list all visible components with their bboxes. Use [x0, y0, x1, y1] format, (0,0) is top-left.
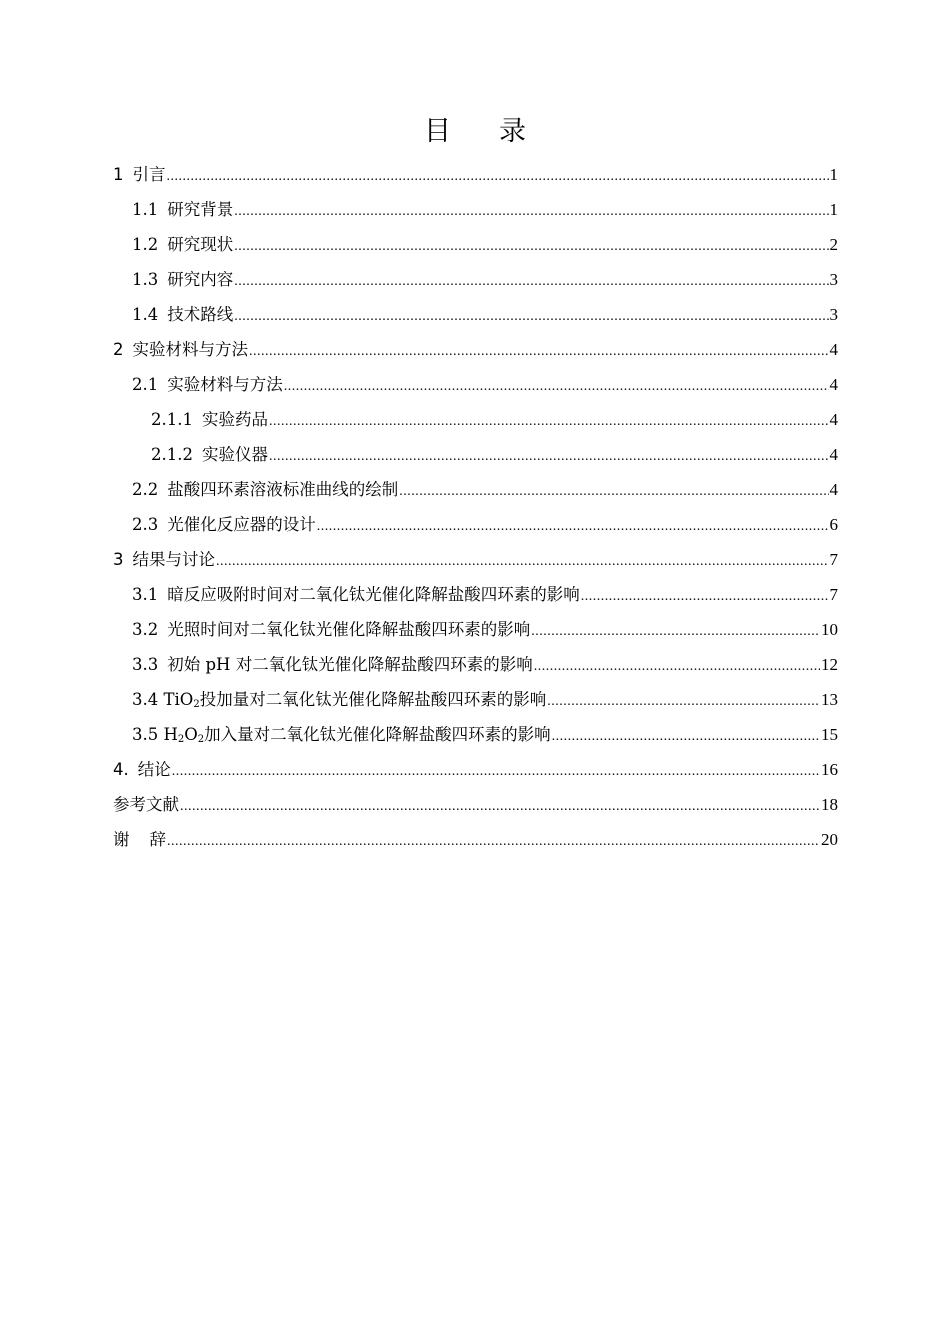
toc-entry-page: 16 — [821, 760, 838, 779]
toc-leader-dots — [552, 719, 820, 754]
toc-entry-page: 20 — [821, 830, 838, 849]
toc-entry[interactable] — [113, 472, 838, 507]
toc-entry[interactable] — [113, 752, 838, 787]
toc-title — [0, 114, 950, 150]
toc-entry[interactable] — [113, 577, 838, 612]
toc-entry[interactable] — [113, 612, 838, 647]
toc-entry[interactable] — [113, 437, 838, 472]
toc-entry-page: 13 — [821, 690, 838, 709]
toc-entry-page: 4 — [829, 445, 838, 464]
toc-entry-label: 2.3 光催化反应器的设计 — [132, 515, 316, 534]
toc-entry[interactable] — [113, 367, 838, 402]
toc-entry-label: 1 引言 — [113, 165, 166, 184]
toc-title-char-1: 目 — [424, 116, 451, 147]
toc-entry-page: 7 — [829, 585, 838, 604]
toc-entry-label: 3.4 TiO$_2$投加量对二氧化钛光催化降解盐酸四环素的影响 — [132, 690, 547, 710]
toc-leader-dots — [269, 439, 829, 474]
toc-entry-page: 15 — [821, 725, 838, 744]
toc-entry-page: 1 — [829, 165, 838, 184]
toc-entry[interactable] — [113, 297, 838, 332]
toc-entry[interactable] — [113, 647, 838, 682]
toc-entry-label: 4. 结论 — [113, 760, 171, 779]
toc-leader-dots — [284, 369, 829, 404]
toc-title-char-2: 录 — [499, 116, 526, 147]
toc-entry-page: 18 — [821, 795, 838, 814]
toc-entry-page: 6 — [829, 515, 838, 534]
toc-entry-page: 12 — [821, 655, 838, 674]
toc-entry-label: 2 实验材料与方法 — [113, 340, 248, 359]
toc-entry[interactable] — [113, 507, 838, 542]
toc-entry-label: 1.2 研究现状 — [132, 235, 234, 254]
toc-entry[interactable] — [113, 262, 838, 297]
toc-entry-label: 2.1 实验材料与方法 — [132, 375, 283, 394]
toc-entry-page: 4 — [829, 375, 838, 394]
toc-entry[interactable] — [113, 227, 838, 262]
toc-list — [113, 157, 838, 857]
toc-leader-dots — [534, 649, 820, 684]
toc-entry-label: 3.3 初始 pH 对二氧化钛光催化降解盐酸四环素的影响 — [132, 655, 533, 674]
toc-leader-dots — [172, 754, 820, 789]
toc-entry-label: 2.1.1 实验药品 — [151, 410, 268, 429]
toc-leader-dots — [269, 404, 829, 439]
toc-entry[interactable] — [113, 787, 838, 822]
toc-entry[interactable] — [113, 717, 838, 752]
toc-entry-page: 4 — [829, 410, 838, 429]
toc-leader-dots — [547, 684, 820, 719]
toc-entry[interactable] — [113, 192, 838, 227]
toc-entry[interactable] — [113, 822, 838, 857]
toc-entry-page: 3 — [829, 305, 838, 324]
toc-entry[interactable] — [113, 402, 838, 437]
toc-entry-page: 7 — [829, 550, 838, 569]
toc-leader-dots — [234, 229, 828, 264]
toc-entry-page: 4 — [829, 340, 838, 359]
toc-entry-label: 3.5 $H_2O_2$加入量对二氧化钛光催化降解盐酸四环素的影响 — [132, 725, 551, 745]
toc-entry-page: 2 — [829, 235, 838, 254]
toc-leader-dots — [531, 614, 820, 649]
toc-leader-dots — [167, 824, 820, 859]
toc-leader-dots — [216, 544, 829, 579]
toc-leader-dots — [167, 159, 829, 194]
toc-entry-page: 10 — [821, 620, 838, 639]
toc-entry[interactable] — [113, 682, 838, 717]
toc-entry-label: 1.1 研究背景 — [132, 200, 234, 219]
toc-entry-page: 4 — [829, 480, 838, 499]
toc-entry-page: 3 — [829, 270, 838, 289]
toc-leader-dots — [180, 789, 820, 824]
toc-leader-dots — [249, 334, 829, 369]
toc-leader-dots — [234, 264, 828, 299]
toc-leader-dots — [581, 579, 829, 614]
toc-entry[interactable] — [113, 157, 838, 192]
toc-entry-label: 3 结果与讨论 — [113, 550, 215, 569]
toc-entry-label: 3.2 光照时间对二氧化钛光催化降解盐酸四环素的影响 — [132, 620, 531, 639]
toc-leader-dots — [399, 474, 828, 509]
toc-leader-dots — [234, 194, 828, 229]
toc-entry-label: 3.1 暗反应吸附时间对二氧化钛光催化降解盐酸四环素的影响 — [132, 585, 580, 604]
toc-leader-dots — [317, 509, 829, 544]
toc-entry-label: 谢 辞 — [113, 830, 166, 849]
toc-entry-label: 1.4 技术路线 — [132, 305, 234, 324]
toc-entry[interactable] — [113, 332, 838, 367]
toc-entry-label: 2.1.2 实验仪器 — [151, 445, 268, 464]
toc-entry-label: 参考文献 — [113, 795, 179, 814]
toc-entry-label: 1.3 研究内容 — [132, 270, 234, 289]
toc-entry-label: 2.2 盐酸四环素溶液标准曲线的绘制 — [132, 480, 399, 499]
toc-leader-dots — [234, 299, 828, 334]
toc-entry-page: 1 — [829, 200, 838, 219]
toc-entry[interactable] — [113, 542, 838, 577]
